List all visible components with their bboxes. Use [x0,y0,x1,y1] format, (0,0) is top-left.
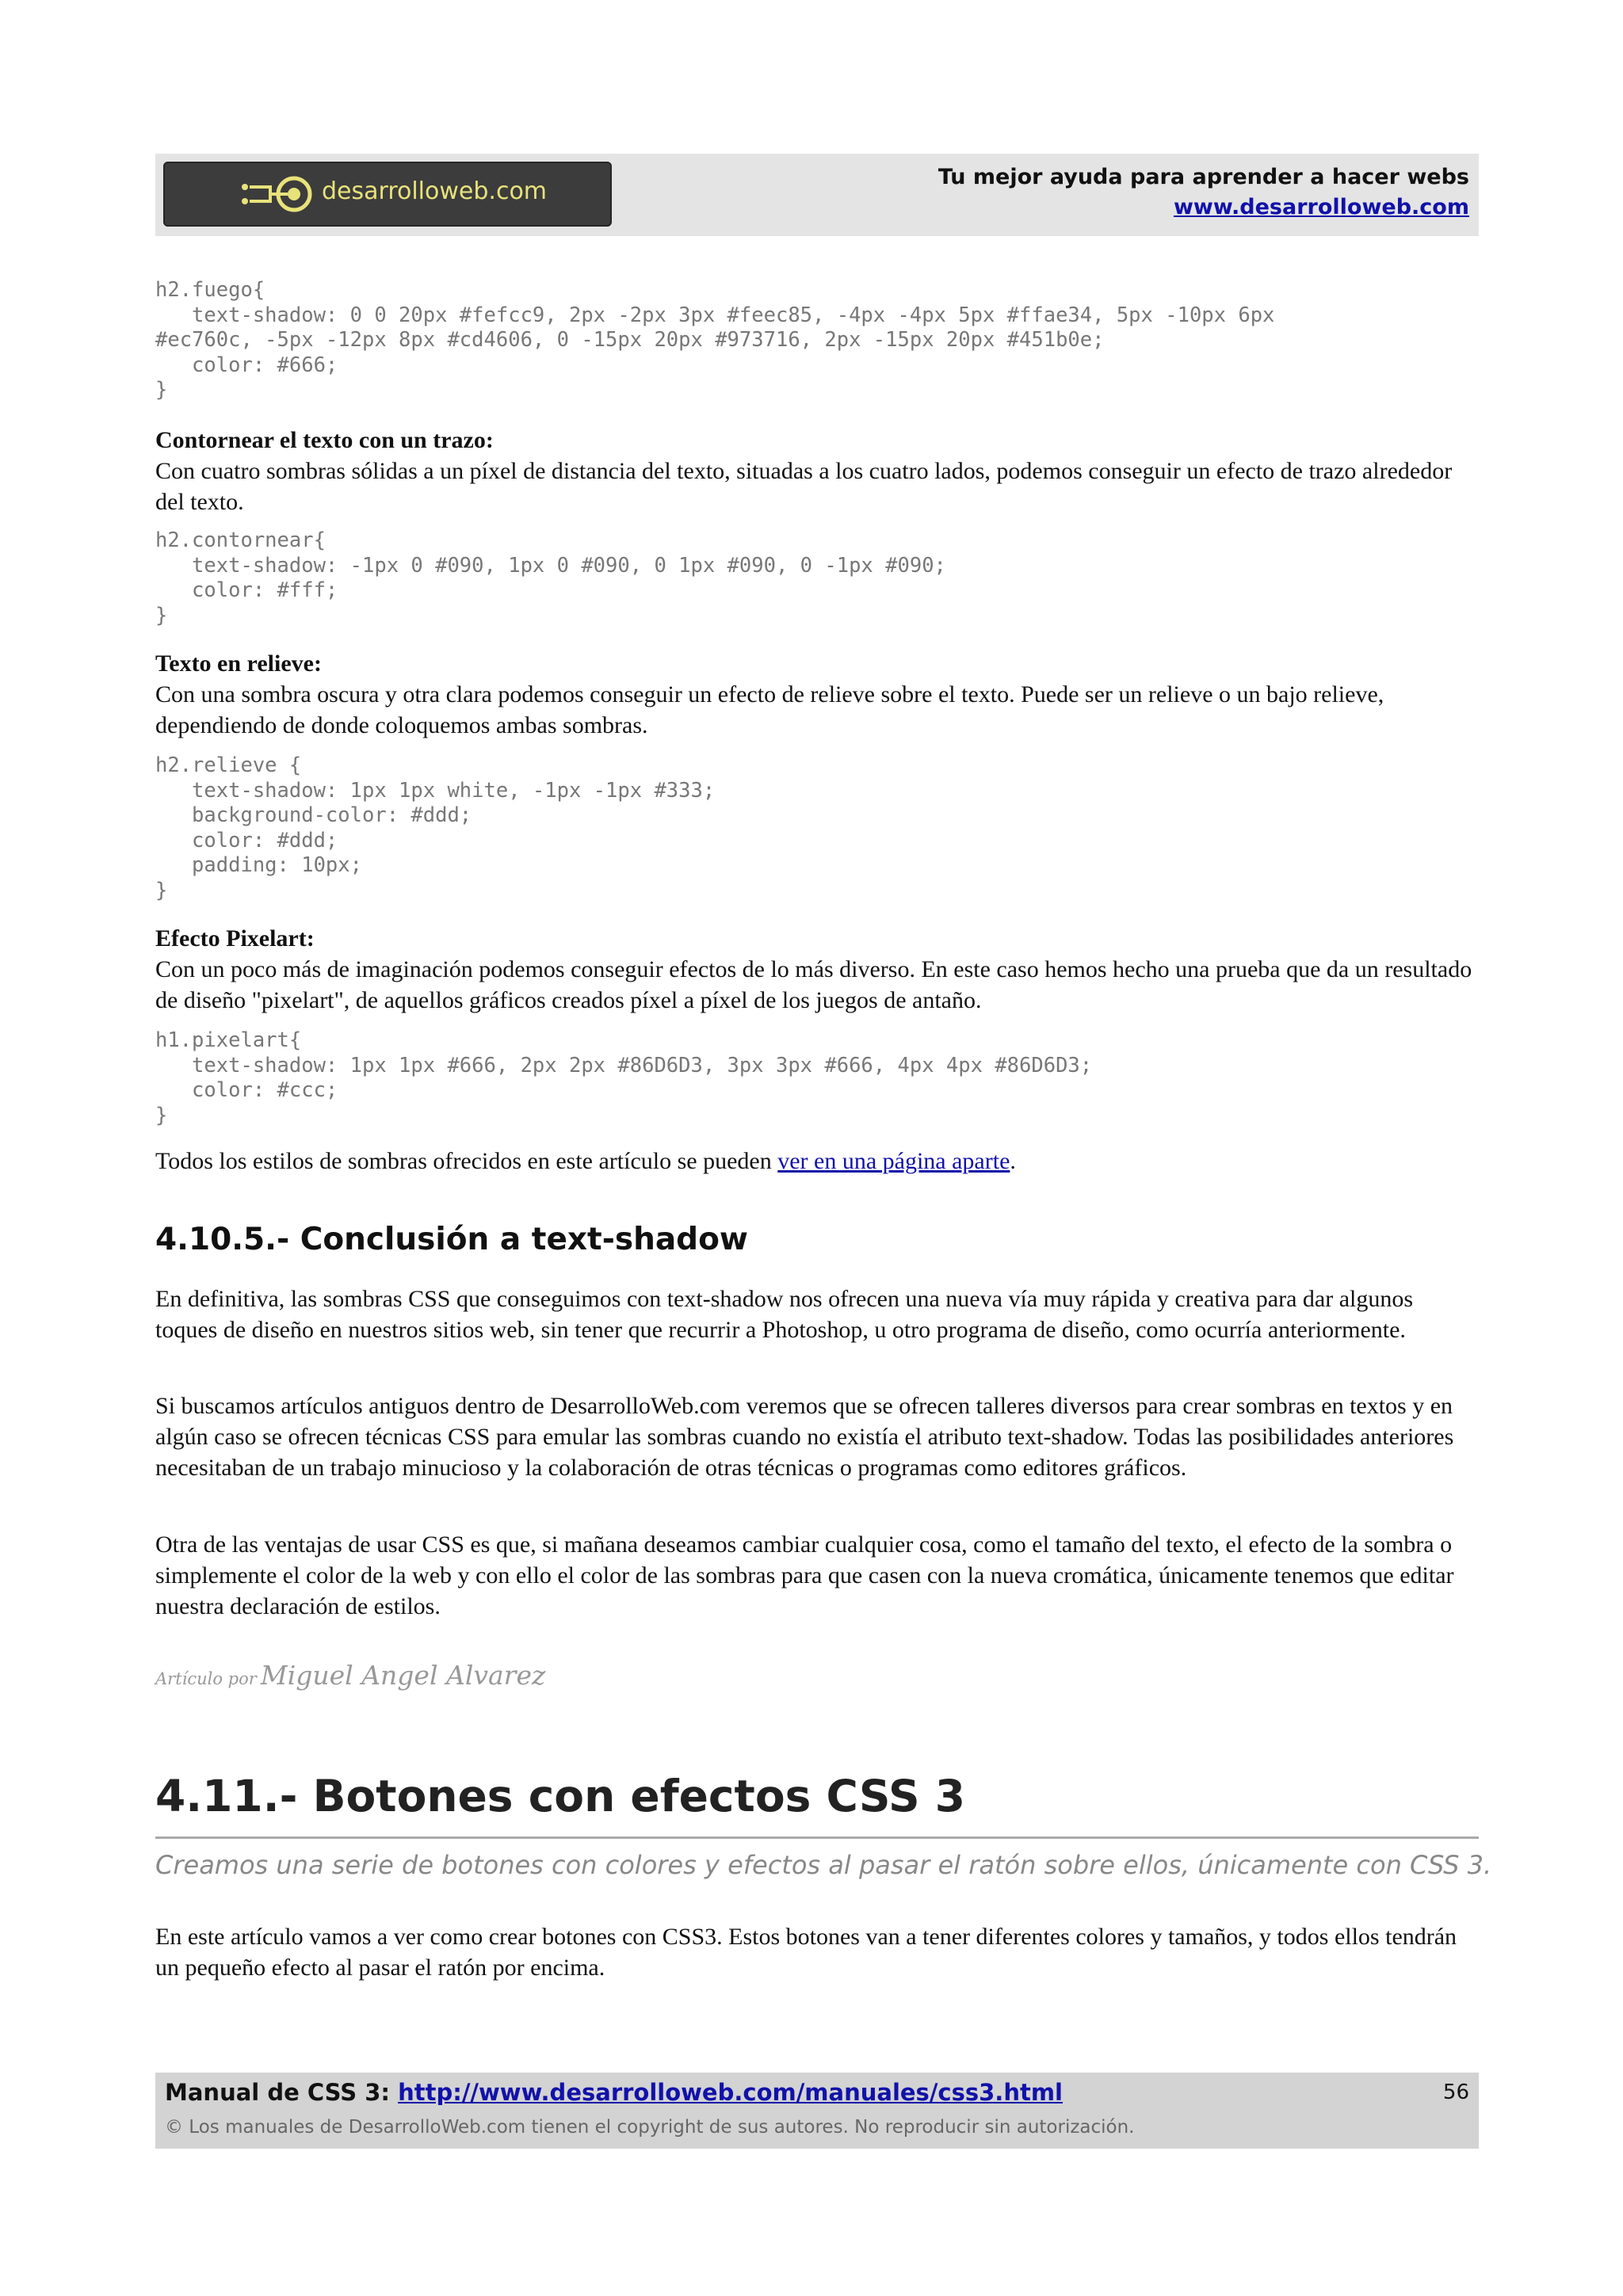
logo-text: desarrolloweb.com [322,177,548,205]
site-tagline: Tu mejor ayuda para aprender a hacer webs [938,165,1469,189]
manual-url-link[interactable]: http://www.desarrolloweb.com/manuales/css3.html [398,2079,1063,2106]
section-label: Efecto Pixelart: [155,925,315,952]
article-subtitle: Creamos una serie de botones con colores y efectos al pasar el ratón sobre ellos, únicamente con CSS 3. [155,1850,1492,1880]
page-footer [155,2073,1479,2149]
conclusion-paragraph-3: Otra de las ventajas de usar CSS es que, si mañana deseamos cambiar cualquier cosa, como el tamaño del texto, el efecto de la sombra o simplemente el color de la web y con ello el color de las sombras para que casen con la nueva cromática, únicamente tenemos que editar nuestra declaración de estilos. [155,1531,1454,1619]
code-block-contornear: h2.contornear{ text-shadow: -1px 0 #090, 1px 0 #090, 0 1px #090, 0 -1px #090; color: #fff; } [155,528,946,627]
section-text: Con cuatro sombras sólidas a un píxel de distancia del texto, situadas a los cuatro lados, podemos conseguir un efecto de trazo alrededor del texto. [155,458,1453,515]
page-header [155,154,1479,236]
section-label: Texto en relieve: [155,650,322,677]
section-text: Con una sombra oscura y otra clara podemos conseguir un efecto de relieve sobre el texto. Puede ser un relieve o un bajo relieve, dependiendo de donde coloquemos ambas sombras. [155,681,1384,738]
footer-title-text: Manual de CSS 3: [165,2079,399,2106]
article-intro: En este artículo vamos a ver como crear botones con CSS3. Estos botones van a tener diferentes colores y tamaños, y todos ellos tendrán un pequeño efecto al pasar el ratón por encima. [155,1924,1457,1981]
code-block-relieve: h2.relieve { text-shadow: 1px 1px white, -1px -1px #333; background-color: #ddd; color: #ddd; padding: 10px; } [155,753,716,902]
paragraph-text: Todos los estilos de sombras ofrecidos en este artículo se pueden [155,1148,778,1174]
title-divider [155,1836,1479,1839]
site-logo[interactable] [163,162,612,227]
section-label: Contornear el texto con un trazo: [155,427,494,453]
conclusion-paragraph-2: Si buscamos artículos antiguos dentro de DesarrolloWeb.com veremos que se ofrecen talleres diversos para crear sombras en textos y en algún caso se ofrecen técnicas CSS para emular las sombras cuando no existía el atributo text-shadow. Todas las posibilidades anteriores necesitaban de un trabajo minucioso y la colaboración de otras técnicas o programas como editores gráficos. [155,1393,1454,1481]
section-text: Con un poco más de imaginación podemos conseguir efectos de lo más diverso. En este caso hemos hecho una prueba que da un resultado de diseño "pixelart", de aquellos gráficos creados píxel a píxel de los juegos de antaño. [155,956,1472,1013]
copyright-notice: © Los manuales de DesarrolloWeb.com tienen el copyright de sus autores. No reproducir sin autorización. [165,2117,1135,2138]
byline-prefix: Artículo por [155,1669,257,1688]
section-pixelart [155,923,1479,1016]
page-number: 56 [1442,2081,1469,2104]
footer-manual-title [165,2079,1063,2106]
byline-author: Miguel Angel Alvarez [260,1660,546,1691]
conclusion-heading: 4.10.5.- Conclusión a text-shadow [155,1222,748,1257]
paragraph-text: . [1010,1148,1016,1174]
section-relieve [155,648,1479,741]
logo-mark-icon [239,176,318,212]
separate-page-link[interactable]: ver en una página aparte [777,1148,1010,1174]
code-block-pixelart: h1.pixelart{ text-shadow: 1px 1px #666, 2px 2px #86D6D3, 3px 3px #666, 4px 4px #86D6D3; color: #ccc; } [155,1028,1093,1127]
section-contornear [155,425,1479,517]
code-block-fuego: h2.fuego{ text-shadow: 0 0 20px #fefcc9, 2px -2px 3px #feec85, -4px -4px 5px #ffae34, 5px -10px 6px #ec760c, -5px -12px 8px #cd4606, 0 -15px 20px #973716, 2px -15px 20px #451b0e; color: #666; } [155,278,1275,402]
article-byline [155,1660,545,1691]
all-styles-paragraph [155,1146,1479,1177]
article-title: 4.11.- Botones con efectos CSS 3 [155,1771,966,1821]
site-url-link[interactable]: www.desarrolloweb.com [1173,195,1469,219]
conclusion-paragraph-1: En definitiva, las sombras CSS que conseguimos con text-shadow nos ofrecen una nueva vía muy rápida y creativa para dar algunos toques de diseño en nuestros sitios web, sin tener que recurrir a Photoshop, u otro programa de diseño, como ocurría anteriormente. [155,1286,1414,1343]
